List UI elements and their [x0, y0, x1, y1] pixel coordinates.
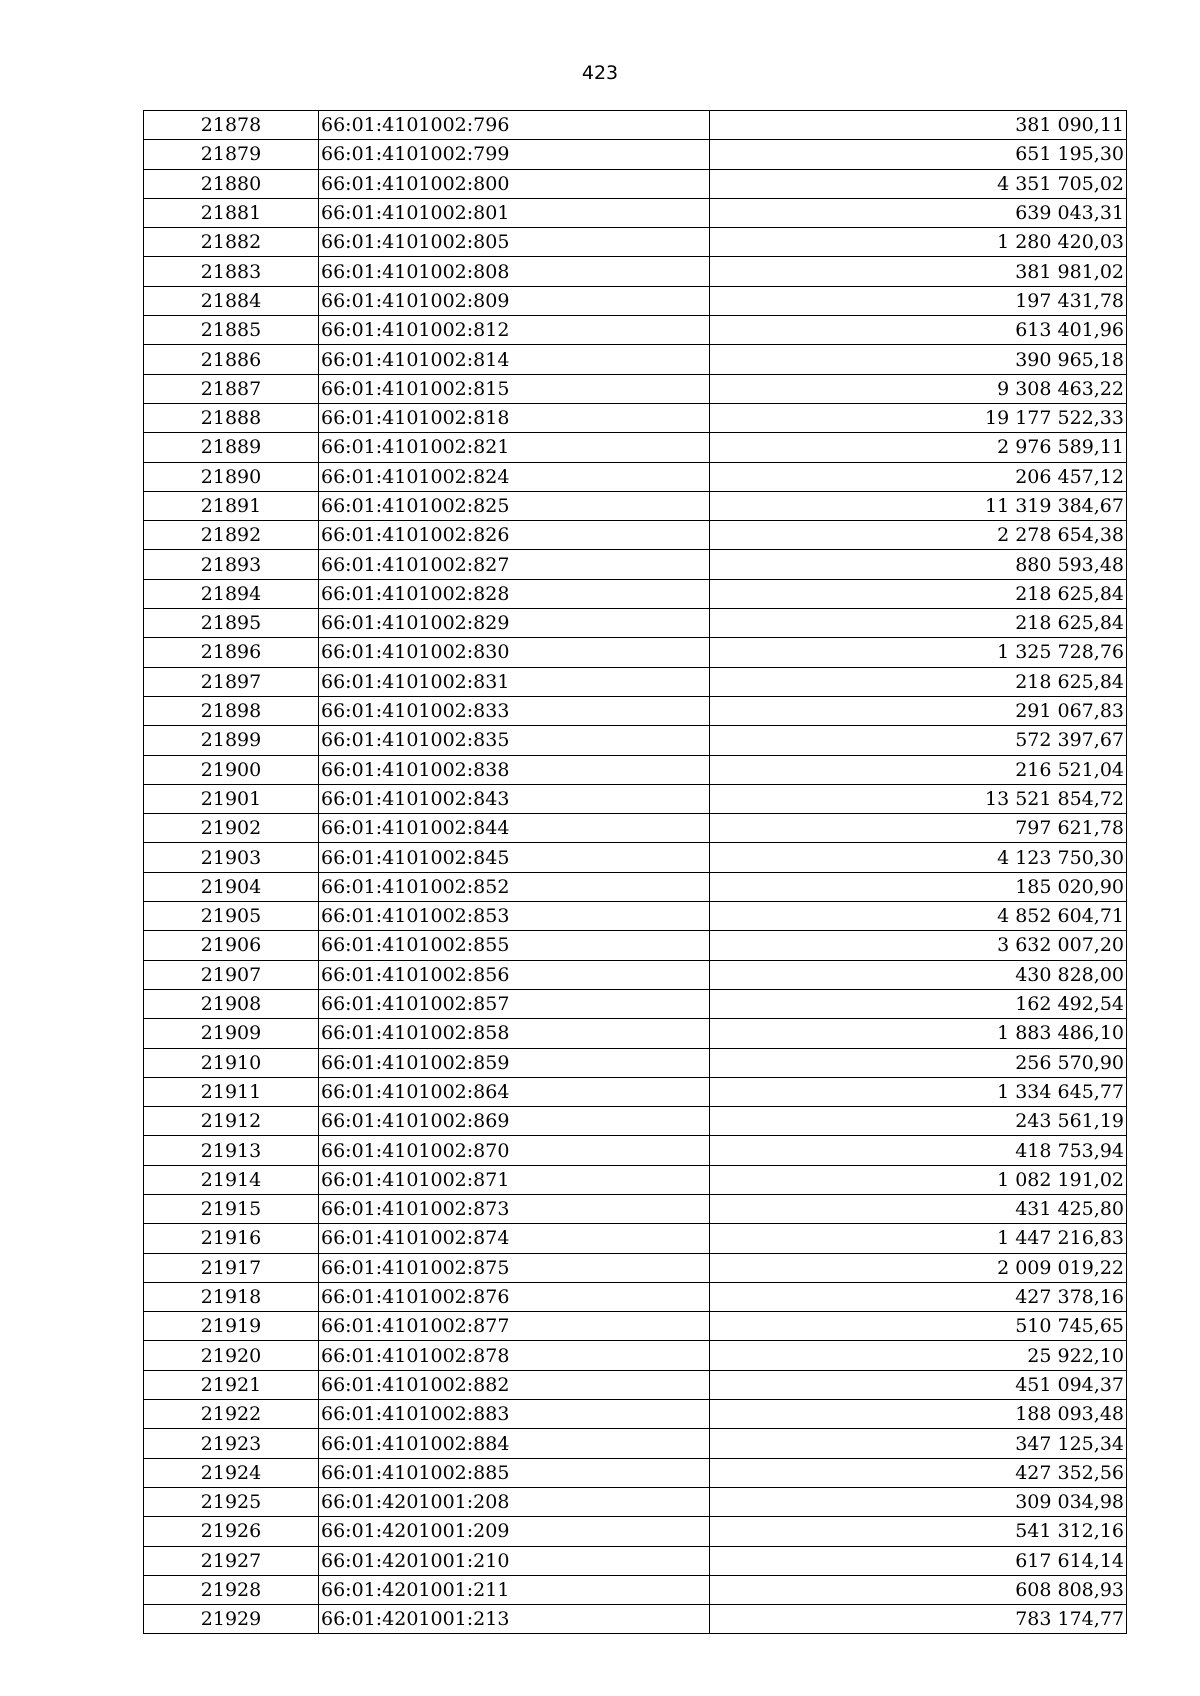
cadastral-value-cell: 639 043,31 [710, 198, 1127, 227]
row-number-cell: 21907 [144, 960, 319, 989]
table-row [144, 1370, 1127, 1399]
cadastral-value-cell: 880 593,48 [710, 550, 1127, 579]
cadastral-value-cell: 1 883 486,10 [710, 1019, 1127, 1048]
row-number-cell: 21900 [144, 755, 319, 784]
cadastral-value-cell: 4 852 604,71 [710, 902, 1127, 931]
row-number-cell: 21884 [144, 286, 319, 315]
cadastral-value-cell: 9 308 463,22 [710, 374, 1127, 403]
table-row [144, 111, 1127, 140]
cadastral-number-cell: 66:01:4101002:818 [319, 403, 710, 432]
row-number-cell: 21885 [144, 316, 319, 345]
row-number-cell: 21881 [144, 198, 319, 227]
cadastral-number-cell: 66:01:4101002:859 [319, 1048, 710, 1077]
table-row [144, 1194, 1127, 1223]
table-row [144, 550, 1127, 579]
cadastral-value-cell: 2 976 589,11 [710, 433, 1127, 462]
cadastral-value-cell: 1 325 728,76 [710, 638, 1127, 667]
table-row [144, 1487, 1127, 1516]
cadastral-value-cell: 188 093,48 [710, 1400, 1127, 1429]
cadastral-number-cell: 66:01:4101002:827 [319, 550, 710, 579]
table-row [144, 814, 1127, 843]
cadastral-value-cell: 291 067,83 [710, 696, 1127, 725]
row-number-cell: 21889 [144, 433, 319, 462]
table-row [144, 403, 1127, 432]
table-row [144, 140, 1127, 169]
cadastral-number-cell: 66:01:4101002:858 [319, 1019, 710, 1048]
row-number-cell: 21886 [144, 345, 319, 374]
row-number-cell: 21929 [144, 1605, 319, 1634]
cadastral-number-cell: 66:01:4101002:844 [319, 814, 710, 843]
table-row [144, 1312, 1127, 1341]
row-number-cell: 21909 [144, 1019, 319, 1048]
cadastral-number-cell: 66:01:4101002:838 [319, 755, 710, 784]
cadastral-number-cell: 66:01:4101002:855 [319, 931, 710, 960]
table-row [144, 1605, 1127, 1634]
table-row [144, 960, 1127, 989]
cadastral-value-cell: 608 808,93 [710, 1575, 1127, 1604]
cadastral-value-cell: 1 082 191,02 [710, 1165, 1127, 1194]
row-number-cell: 21921 [144, 1370, 319, 1399]
row-number-cell: 21904 [144, 872, 319, 901]
row-number-cell: 21899 [144, 726, 319, 755]
table-row [144, 1517, 1127, 1546]
row-number-cell: 21914 [144, 1165, 319, 1194]
table-row [144, 755, 1127, 784]
cadastral-value-table [143, 110, 1127, 1634]
cadastral-number-cell: 66:01:4101002:830 [319, 638, 710, 667]
table-row [144, 1107, 1127, 1136]
cadastral-number-cell: 66:01:4201001:209 [319, 1517, 710, 1546]
cadastral-number-cell: 66:01:4101002:815 [319, 374, 710, 403]
cadastral-number-cell: 66:01:4101002:809 [319, 286, 710, 315]
cadastral-value-cell: 451 094,37 [710, 1370, 1127, 1399]
row-number-cell: 21925 [144, 1487, 319, 1516]
table-row [144, 579, 1127, 608]
cadastral-value-cell: 206 457,12 [710, 462, 1127, 491]
cadastral-value-cell: 4 351 705,02 [710, 169, 1127, 198]
table-row [144, 1253, 1127, 1282]
table-row [144, 638, 1127, 667]
cadastral-value-cell: 431 425,80 [710, 1194, 1127, 1223]
cadastral-number-cell: 66:01:4101002:873 [319, 1194, 710, 1223]
row-number-cell: 21923 [144, 1429, 319, 1458]
table-row [144, 1400, 1127, 1429]
row-number-cell: 21901 [144, 784, 319, 813]
cadastral-value-cell: 572 397,67 [710, 726, 1127, 755]
cadastral-value-cell: 218 625,84 [710, 609, 1127, 638]
row-number-cell: 21893 [144, 550, 319, 579]
cadastral-number-cell: 66:01:4101002:835 [319, 726, 710, 755]
table-row [144, 902, 1127, 931]
cadastral-number-cell: 66:01:4101002:869 [319, 1107, 710, 1136]
cadastral-value-cell: 197 431,78 [710, 286, 1127, 315]
cadastral-value-cell: 783 174,77 [710, 1605, 1127, 1634]
cadastral-number-cell: 66:01:4201001:208 [319, 1487, 710, 1516]
cadastral-value-cell: 19 177 522,33 [710, 403, 1127, 432]
cadastral-number-cell: 66:01:4101002:799 [319, 140, 710, 169]
table-row [144, 843, 1127, 872]
row-number-cell: 21883 [144, 257, 319, 286]
cadastral-value-cell: 1 334 645,77 [710, 1077, 1127, 1106]
table-row [144, 1019, 1127, 1048]
table-row [144, 491, 1127, 520]
table-row [144, 667, 1127, 696]
table-row [144, 872, 1127, 901]
cadastral-number-cell: 66:01:4101002:874 [319, 1224, 710, 1253]
cadastral-value-cell: 427 378,16 [710, 1282, 1127, 1311]
cadastral-value-cell: 1 280 420,03 [710, 228, 1127, 257]
cadastral-value-cell: 216 521,04 [710, 755, 1127, 784]
cadastral-number-cell: 66:01:4101002:800 [319, 169, 710, 198]
cadastral-value-cell: 541 312,16 [710, 1517, 1127, 1546]
table-row [144, 257, 1127, 286]
cadastral-number-cell: 66:01:4101002:828 [319, 579, 710, 608]
cadastral-value-cell: 1 447 216,83 [710, 1224, 1127, 1253]
cadastral-number-cell: 66:01:4101002:812 [319, 316, 710, 345]
table-row [144, 1429, 1127, 1458]
table-row [144, 931, 1127, 960]
cadastral-number-cell: 66:01:4101002:805 [319, 228, 710, 257]
row-number-cell: 21912 [144, 1107, 319, 1136]
cadastral-number-cell: 66:01:4101002:829 [319, 609, 710, 638]
cadastral-value-cell: 613 401,96 [710, 316, 1127, 345]
row-number-cell: 21895 [144, 609, 319, 638]
cadastral-value-cell: 797 621,78 [710, 814, 1127, 843]
cadastral-value-cell: 381 090,11 [710, 111, 1127, 140]
table-row [144, 696, 1127, 725]
table-row [144, 1136, 1127, 1165]
cadastral-number-cell: 66:01:4101002:853 [319, 902, 710, 931]
row-number-cell: 21910 [144, 1048, 319, 1077]
cadastral-number-cell: 66:01:4101002:831 [319, 667, 710, 696]
row-number-cell: 21896 [144, 638, 319, 667]
row-number-cell: 21894 [144, 579, 319, 608]
table-row [144, 374, 1127, 403]
cadastral-number-cell: 66:01:4101002:871 [319, 1165, 710, 1194]
cadastral-number-cell: 66:01:4101002:845 [319, 843, 710, 872]
table-row [144, 1048, 1127, 1077]
row-number-cell: 21908 [144, 989, 319, 1018]
cadastral-value-cell: 218 625,84 [710, 667, 1127, 696]
row-number-cell: 21920 [144, 1341, 319, 1370]
row-number-cell: 21880 [144, 169, 319, 198]
row-number-cell: 21887 [144, 374, 319, 403]
cadastral-number-cell: 66:01:4101002:864 [319, 1077, 710, 1106]
cadastral-value-cell: 651 195,30 [710, 140, 1127, 169]
row-number-cell: 21926 [144, 1517, 319, 1546]
table-row [144, 1077, 1127, 1106]
cadastral-number-cell: 66:01:4101002:884 [319, 1429, 710, 1458]
cadastral-number-cell: 66:01:4101002:826 [319, 521, 710, 550]
row-number-cell: 21892 [144, 521, 319, 550]
row-number-cell: 21878 [144, 111, 319, 140]
row-number-cell: 21905 [144, 902, 319, 931]
table-row [144, 286, 1127, 315]
table-row [144, 521, 1127, 550]
table-row [144, 462, 1127, 491]
cadastral-value-cell: 218 625,84 [710, 579, 1127, 608]
cadastral-value-cell: 510 745,65 [710, 1312, 1127, 1341]
cadastral-value-cell: 427 352,56 [710, 1458, 1127, 1487]
cadastral-value-cell: 617 614,14 [710, 1546, 1127, 1575]
table-row [144, 169, 1127, 198]
row-number-cell: 21917 [144, 1253, 319, 1282]
cadastral-number-cell: 66:01:4101002:801 [319, 198, 710, 227]
table-row [144, 609, 1127, 638]
cadastral-value-cell: 162 492,54 [710, 989, 1127, 1018]
cadastral-number-cell: 66:01:4101002:870 [319, 1136, 710, 1165]
cadastral-value-cell: 347 125,34 [710, 1429, 1127, 1458]
cadastral-number-cell: 66:01:4101002:857 [319, 989, 710, 1018]
row-number-cell: 21891 [144, 491, 319, 520]
cadastral-value-cell: 256 570,90 [710, 1048, 1127, 1077]
cadastral-value-cell: 309 034,98 [710, 1487, 1127, 1516]
row-number-cell: 21927 [144, 1546, 319, 1575]
table-row [144, 433, 1127, 462]
row-number-cell: 21919 [144, 1312, 319, 1341]
row-number-cell: 21918 [144, 1282, 319, 1311]
cadastral-number-cell: 66:01:4201001:213 [319, 1605, 710, 1634]
cadastral-number-cell: 66:01:4101002:833 [319, 696, 710, 725]
cadastral-value-cell: 430 828,00 [710, 960, 1127, 989]
cadastral-number-cell: 66:01:4201001:211 [319, 1575, 710, 1604]
cadastral-number-cell: 66:01:4101002:885 [319, 1458, 710, 1487]
cadastral-number-cell: 66:01:4101002:796 [319, 111, 710, 140]
cadastral-value-cell: 2 278 654,38 [710, 521, 1127, 550]
cadastral-number-cell: 66:01:4101002:814 [319, 345, 710, 374]
cadastral-number-cell: 66:01:4201001:210 [319, 1546, 710, 1575]
row-number-cell: 21897 [144, 667, 319, 696]
cadastral-number-cell: 66:01:4101002:821 [319, 433, 710, 462]
cadastral-number-cell: 66:01:4101002:875 [319, 1253, 710, 1282]
table-row [144, 1458, 1127, 1487]
row-number-cell: 21915 [144, 1194, 319, 1223]
cadastral-number-cell: 66:01:4101002:856 [319, 960, 710, 989]
row-number-cell: 21898 [144, 696, 319, 725]
row-number-cell: 21890 [144, 462, 319, 491]
table-row [144, 198, 1127, 227]
cadastral-value-cell: 2 009 019,22 [710, 1253, 1127, 1282]
table-row [144, 784, 1127, 813]
cadastral-value-cell: 381 981,02 [710, 257, 1127, 286]
table-row [144, 1165, 1127, 1194]
row-number-cell: 21906 [144, 931, 319, 960]
cadastral-number-cell: 66:01:4101002:878 [319, 1341, 710, 1370]
cadastral-number-cell: 66:01:4101002:852 [319, 872, 710, 901]
row-number-cell: 21916 [144, 1224, 319, 1253]
table-row [144, 1546, 1127, 1575]
table-body [144, 111, 1127, 1634]
cadastral-value-cell: 4 123 750,30 [710, 843, 1127, 872]
row-number-cell: 21913 [144, 1136, 319, 1165]
cadastral-number-cell: 66:01:4101002:843 [319, 784, 710, 813]
cadastral-value-cell: 25 922,10 [710, 1341, 1127, 1370]
row-number-cell: 21922 [144, 1400, 319, 1429]
row-number-cell: 21903 [144, 843, 319, 872]
cadastral-number-cell: 66:01:4101002:825 [319, 491, 710, 520]
row-number-cell: 21888 [144, 403, 319, 432]
cadastral-value-cell: 390 965,18 [710, 345, 1127, 374]
cadastral-value-cell: 418 753,94 [710, 1136, 1127, 1165]
cadastral-value-cell: 11 319 384,67 [710, 491, 1127, 520]
row-number-cell: 21879 [144, 140, 319, 169]
row-number-cell: 21928 [144, 1575, 319, 1604]
cadastral-number-cell: 66:01:4101002:808 [319, 257, 710, 286]
row-number-cell: 21911 [144, 1077, 319, 1106]
table-row [144, 1341, 1127, 1370]
table-row [144, 1282, 1127, 1311]
cadastral-number-cell: 66:01:4101002:876 [319, 1282, 710, 1311]
cadastral-number-cell: 66:01:4101002:882 [319, 1370, 710, 1399]
cadastral-number-cell: 66:01:4101002:824 [319, 462, 710, 491]
table-row [144, 1575, 1127, 1604]
table-row [144, 228, 1127, 257]
table-row [144, 316, 1127, 345]
cadastral-value-cell: 185 020,90 [710, 872, 1127, 901]
cadastral-number-cell: 66:01:4101002:883 [319, 1400, 710, 1429]
page-number: 423 [581, 62, 619, 84]
table-row [144, 726, 1127, 755]
table-row [144, 1224, 1127, 1253]
row-number-cell: 21924 [144, 1458, 319, 1487]
cadastral-value-cell: 243 561,19 [710, 1107, 1127, 1136]
cadastral-value-cell: 13 521 854,72 [710, 784, 1127, 813]
row-number-cell: 21882 [144, 228, 319, 257]
cadastral-value-cell: 3 632 007,20 [710, 931, 1127, 960]
table-row [144, 345, 1127, 374]
cadastral-number-cell: 66:01:4101002:877 [319, 1312, 710, 1341]
row-number-cell: 21902 [144, 814, 319, 843]
table-row [144, 989, 1127, 1018]
